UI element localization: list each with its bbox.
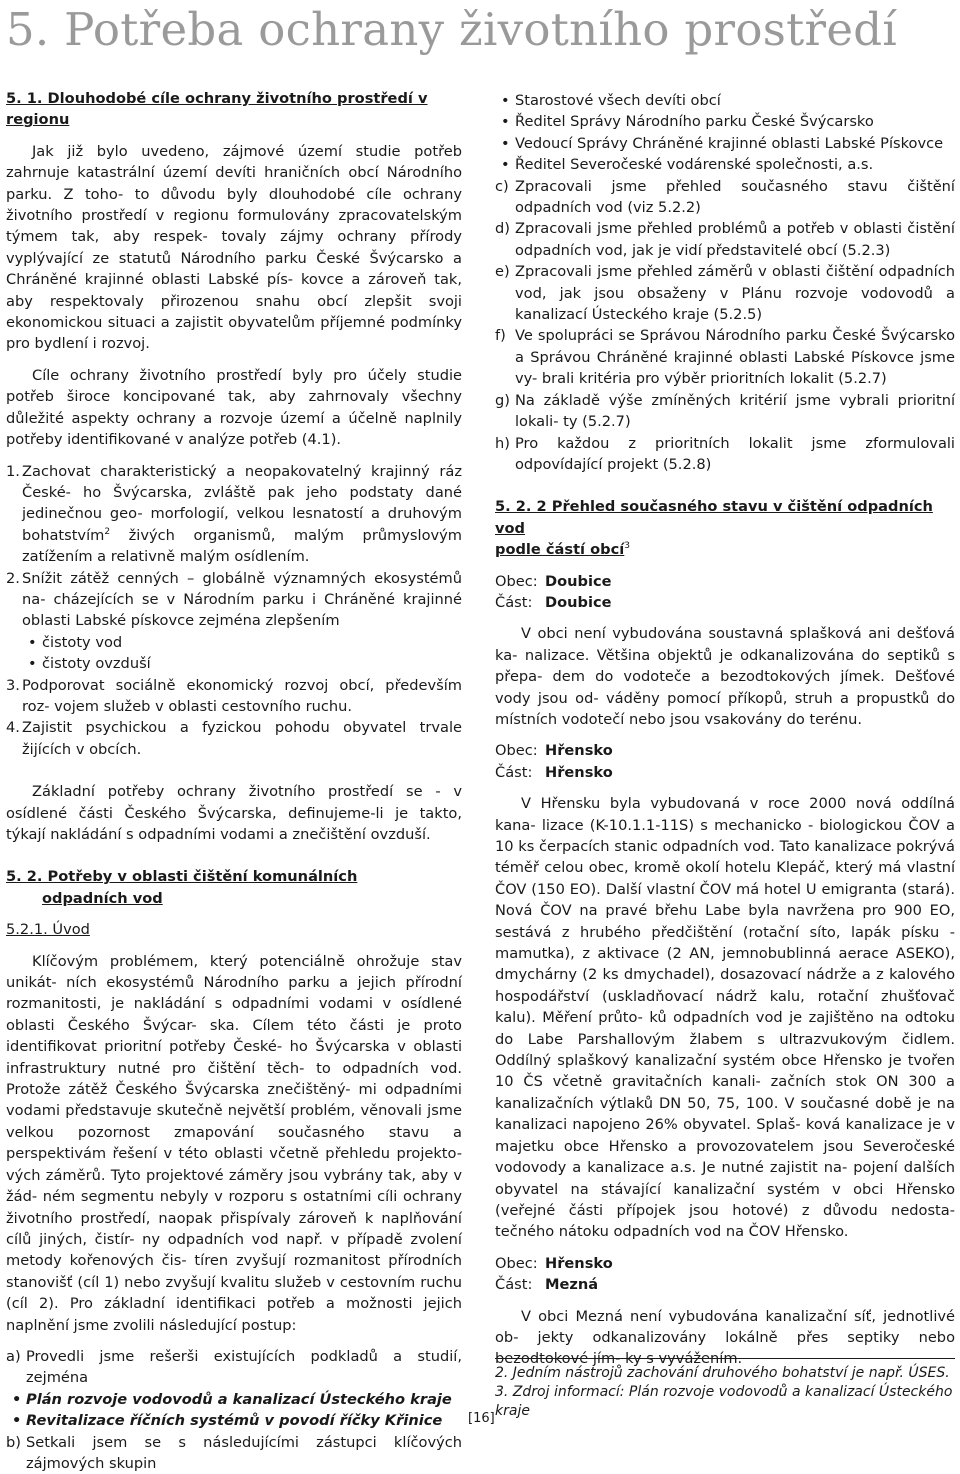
section-5-2-2-heading-line2: podle částí obcí — [495, 541, 625, 559]
goal-text: Snížit zátěž cenných – globálně významných ekosystémů na- cházejících se v Národním parku i Chráněné krajinné oblasti Labské pískovce zejména zlepšením — [22, 569, 462, 630]
bullet-item: • Starostové všech devíti obcí — [495, 90, 955, 111]
goal-number: 2. — [6, 569, 20, 587]
item-letter: c) — [495, 177, 509, 195]
item-letter: e) — [495, 263, 510, 281]
goal-item-4 — [6, 717, 462, 760]
item-text: Zpracovali jsme přehled současného stavu čištění odpadních vod (viz 5.2.2) — [515, 177, 955, 217]
obec-label: Obec: — [495, 742, 538, 760]
procedure-list-left — [6, 1346, 462, 1474]
location-hrensko — [495, 740, 955, 783]
right-column — [495, 90, 955, 1370]
obec-value: Hřensko — [545, 1254, 613, 1272]
section-5-1-heading: 5. 1. Dlouhodobé cíle ochrany životního prostředí v regionu — [6, 90, 428, 129]
cast-value: Doubice — [545, 593, 612, 611]
procedure-item-e — [495, 261, 955, 325]
footnote-3: 3. Zdroj informací: Plán rozvoje vodovodů a kanalizací Ústeckého kraje — [495, 1384, 953, 1419]
stakeholders-bullets — [495, 90, 955, 176]
paragraph-goals-intro: Cíle ochrany životního prostředí byly pro účely studie potřeb široce koncipované tak, aby zahrnovaly všechny důležité aspekty ochrany a rozvoje území a účelně naplnily potřeby identifikované v analýze potřeb (4.1). — [6, 366, 462, 449]
item-text: Zpracovali jsme přehled záměrů v oblasti čištění odpadních vod, jak jsou obsaženy v Plánu rozvoje vodovodů a kanalizací Ústeckého kraje (5.2.5) — [515, 263, 955, 324]
paragraph-hrensko: V Hřensku byla vybudovaná v roce 2000 nová oddílná kana- lizace (K-10.1.1-11S) s mechanicko - biologickou ČOV a 10 ks čerpacích stanic odpadních vod. Tato kanalizace pokrývá téměř celou obec, kromě okolí hotelu Klepáč, který má vlastní ČOV (150 EO). Další vlastní ČOV má hotel U emigranta (stará). Nová ČOV na pravé břehu Labe byla navržena pro 900 EO, sestává z hrubého předčištění (rotační síto, lapák písku - mamutka), z aktivace (2 AN, jemnobublinná aerace ASEKO), dmychárny (2 ks dmychadel), dosazovací nádrže a z kalového hospodářství (uskladňovací nádrž kalu, rotační zhušťovač kalu). Měření průto- ků odpadních vod je zajištěno na odtoku do Labe Parshallovým žlabem s ultrazvukovým čidlem. Oddílný splaškový kanalizační systém obce Hřensko je tvořen 10 ČS včetně gravitačních kanali- začních stok ON 300 a kanalizačních výtlaků DN 50, 75, 100. V současné době je na kanalizaci napojeno 26% obyvatel. Splaš- ková kanalizace je v majetku obce Hřensko a provozovatelem jsou Severočeské vodovody a kanalizace a.s. Je nutné zajistit na- pojení dalších obyvatel na stávající kanalizační systém v obci Hřensko (veřejné části přípojek jsou hotové) z důvodu nedosta- tečného nátoku odpadních vod na ČOV Hřensko. — [495, 795, 955, 1241]
bullet-item: • Ředitel Správy Národního parku České Švýcarsko — [495, 111, 955, 132]
left-column — [6, 88, 462, 1474]
item-text: Provedli jsme rešerši existujících podkladů a studií, zejména — [26, 1347, 462, 1387]
sources-bullets — [6, 1389, 462, 1432]
obec-value: Doubice — [545, 572, 612, 590]
obec-label: Obec: — [495, 572, 538, 590]
item-text: Zpracovali jsme přehled problémů a potřeb v oblasti čistění odpadních vod, jak je vidí představitelé obcí (5.2.3) — [515, 220, 955, 259]
procedure-list-right — [495, 176, 955, 476]
item-letter: d) — [495, 220, 510, 238]
goal-text: Podporovat sociálně ekonomický rozvoj obcí, především roz- vojem služeb v oblasti cestovního ruchu. — [22, 676, 462, 715]
bullet-item: • Ředitel Severočeské vodárenské společnosti, a.s. — [495, 154, 955, 175]
obec-value: Hřensko — [545, 742, 613, 760]
item-text: Na základě výše zmíněných kritérií jsme vybrali prioritní lokali- ty (5.2.7) — [515, 391, 955, 431]
paragraph-key-problem: Klíčovým problémem, který potenciálně ohrožuje stav unikát- ních ekosystémů Národního parku a jejich přírodní rozmanitosti, je nakládání s odpadními vodami v osídlené oblasti Českého Švýcar- ska. Cílem této části je proto identifikovat prioritní potřeby České- ho Švýcarska v oblasti infrastruktury nutné pro čištění těch- to odpadních vod. Protože zátěž Českého Švýcarska znečištěný- mi odpadními vodami představuje skutečně největší problém, věnovali jsme velkou pozornost zmapování současného stavu a perspektivám řešení v této oblasti včetně přehledu projekto- vých záměrů. Tyto projektové záměry jsou vybrány tak, aby v žád- ném segmentu nebyly v rozporu s ostatními cíli ochrany životního prostředí, naopak přispívaly zároveň k naplňování cílů jiných, čistír- ny odpadních vod např. v případě zvolení metody kořenových čis- tíren zvyšují rozmanitost přírodních stanovišť (cíl 1) nebo zvyšují kvalitu služeb v cestovním ruchu (cíl 2). Pro základní identifikaci potřeb a možnosti jejich naplnění jsme zvolili následující postup: — [6, 952, 462, 1334]
section-5-2-1-heading: 5.2.1. Úvod — [6, 921, 90, 939]
location-mezna — [495, 1253, 955, 1296]
section-5-2-heading-line1: 5. 2. Potřeby v oblasti čištění komunálních — [6, 868, 358, 886]
procedure-item-f — [495, 325, 955, 389]
paragraph-mezna: V obci Mezná není vybudována kanalizační síť, jednotlivé ob- jekty odkanalizovány lokálně přes septiky nebo bezodtokové jím- ky s vyvážením. — [495, 1307, 955, 1368]
goals-list — [6, 461, 462, 761]
section-5-2-heading-line2: odpadních vod — [42, 889, 163, 907]
footnote-2: 2. Jedním nástrojů zachování druhového bohatství je např. ÚSES. — [495, 1365, 950, 1381]
cast-value: Hřensko — [545, 763, 613, 781]
procedure-item-a — [6, 1346, 462, 1389]
goal-number: 3. — [6, 676, 20, 694]
bullet-item: • Vedoucí Správy Chráněné krajinné oblasti Labské Pískovce — [495, 133, 955, 154]
item-letter: g) — [495, 391, 510, 409]
footnotes — [495, 1358, 955, 1421]
procedure-item-b — [6, 1432, 462, 1474]
item-letter: b) — [6, 1433, 21, 1451]
bullet-item: • Revitalizace říčních systémů v povodí říčky Křinice — [6, 1410, 462, 1431]
location-doubice — [495, 571, 955, 614]
page-number: [16] — [468, 1411, 495, 1426]
goal-number: 1. — [6, 462, 20, 480]
cast-label: Část: — [495, 593, 533, 611]
footnote-ref-2: 2 — [104, 526, 111, 537]
item-text: Ve spolupráci se Správou Národního parku České Švýcarsko a Správou Chráněné krajinné oblasti Labské Pískovce jsme vy- brali kritéria pro výběr prioritních lokalit (5.2.7) — [515, 327, 955, 388]
item-letter: a) — [6, 1347, 21, 1365]
procedure-item-d — [495, 218, 955, 261]
section-5-2-2-heading-line1: 5. 2. 2 Přehled současného stavu v čištění odpadních vod — [495, 498, 933, 537]
goal-text-cont: živých organismů, malým průmyslovým zatížením a relativně malým osídlením. — [22, 526, 462, 566]
bullet-item: • čistoty ovzduší — [22, 653, 462, 674]
bullet-item: • čistoty vod — [22, 632, 462, 653]
goal-item-2 — [6, 568, 462, 675]
page-title: 5. Potřeba ochrany životního prostředí — [6, 3, 898, 56]
goal-text: Zachovat charakteristický a neopakovatelný krajinný ráz České- ho Švýcarska, zvláště pak jeho podstaty dané jedinečnou geo- morfologií, velkou lesnatostí a druhovým bohatstvím — [22, 462, 462, 544]
goal-2-bullets — [22, 632, 462, 675]
cast-label: Část: — [495, 1276, 533, 1294]
item-text: Pro každou z prioritních lokalit jsme zformulovali odpovídající projekt (5.2.8) — [515, 434, 955, 473]
paragraph-basic-needs: Základní potřeby ochrany životního prostředí se - v osídlené části Českého Švýcarska, definujeme-li je takto, týkají nakládání s odpadními vodami a znečištění ovzduší. — [6, 783, 462, 843]
goal-text: Zajistit psychickou a fyzickou pohodu obyvatel trvale žijících v obcích. — [22, 719, 462, 758]
item-letter: f) — [495, 327, 506, 345]
procedure-item-g — [495, 390, 955, 433]
cast-label: Část: — [495, 763, 533, 781]
paragraph-intro: Jak již bylo uvedeno, zájmové území studie potřeb zahrnuje katastrální území devíti hraničních obcí Národního parku. Z toho- to důvodu byly dlouhodobé cíle ochrany životního prostředí v regionu formulovány zpracovatelským týmem tak, aby respek- tovaly zájmy ochrany přírody vyplývající ze statutů Národního parku České Švýcarsko a Chráněné krajinné oblasti Labské pís- kovce a zároveň tak, aby respektovaly přirozenou snahu obcí zlepšit svoji ekonomickou situaci a zajistit obyvatelům příjemné podmínky pro bydlení i rozvoj. — [6, 142, 462, 353]
cast-value: Mezná — [545, 1276, 599, 1294]
item-letter: h) — [495, 434, 510, 452]
procedure-item-h — [495, 433, 955, 476]
paragraph-doubice: V obci není vybudována soustavná splašková ani dešťová ka- nalizace. Většina objektů je odkanalizována do septiků s přepa- dem do vodoteče a bezodtokových jímek. Dešťové vody jsou od- váděny pomocí příkopů, struh a propustků do místních vodotečí nebo jsou vsakovány do terénu. — [495, 625, 955, 728]
procedure-item-c — [495, 176, 955, 219]
bullet-item: • Plán rozvoje vodovodů a kanalizací Ústeckého kraje — [6, 1389, 462, 1410]
goal-item-1 — [6, 461, 462, 568]
goal-number: 4. — [6, 719, 20, 737]
item-text: Setkali jsem se s následujícími zástupci klíčových zájmových skupin — [26, 1433, 462, 1472]
obec-label: Obec: — [495, 1254, 538, 1272]
goal-item-3 — [6, 675, 462, 718]
footnote-ref-3: 3 — [624, 541, 631, 552]
